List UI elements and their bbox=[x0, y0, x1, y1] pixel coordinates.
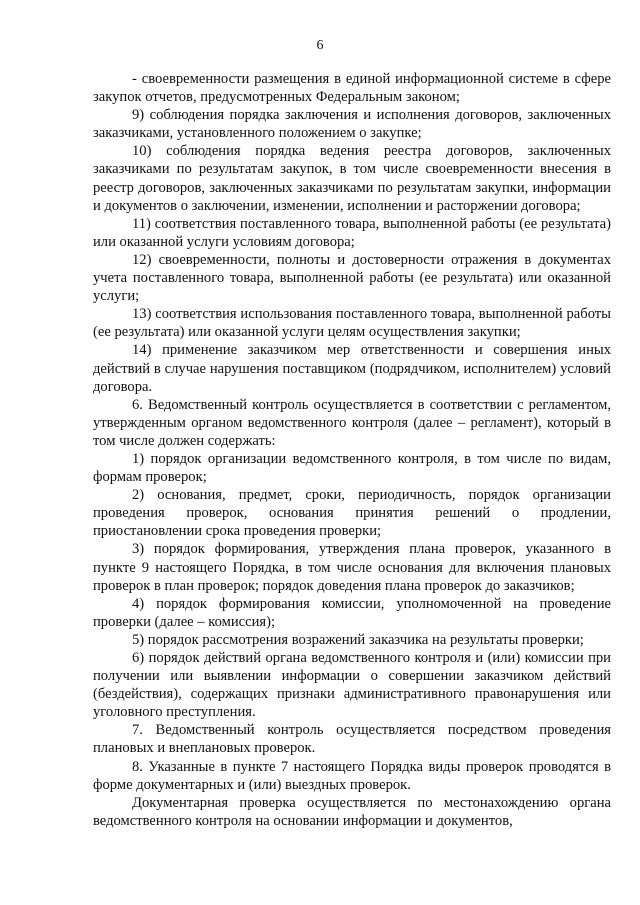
paragraph: 11) соответствия поставленного товара, выполненной работы (ее результата) или оказанной услуги условиям договора; bbox=[93, 215, 611, 250]
paragraph: 6. Ведомственный контроль осуществляется в соответствии с регламентом, утвержденным органом ведомственного контроля (далее – регламент), который в том числе должен содержать: bbox=[93, 396, 611, 449]
document-body bbox=[93, 70, 611, 830]
paragraph: 3) порядок формирования, утверждения плана проверок, указанного в пункте 9 настоящего Порядка, в том числе основания для включения плановых проверок в план проверок; порядок доведения плана проверок до заказчиков; bbox=[93, 541, 611, 594]
paragraph: 2) основания, предмет, сроки, периодичность, порядок организации проведения проверок, основания принятия решений о продлении, приостановлении срока проведения проверки; bbox=[93, 487, 611, 540]
paragraph: 6) порядок действий органа ведомственного контроля и (или) комиссии при получении или выявлении информации о совершении заказчиком действий (бездействия), содержащих признаки административного правонарушения или уголовного преступления. bbox=[93, 650, 611, 721]
paragraph: Документарная проверка осуществляется по местонахождению органа ведомственного контроля на основании информации и документов, bbox=[93, 794, 611, 829]
paragraph: 7. Ведомственный контроль осуществляется посредством проведения плановых и внеплановых проверок. bbox=[93, 722, 611, 757]
page-number: 6 bbox=[316, 38, 324, 53]
paragraph: - своевременности размещения в единой информационной системе в сфере закупок отчетов, предусмотренных Федеральным законом; bbox=[93, 71, 611, 106]
paragraph: 4) порядок формирования комиссии, уполномоченной на проведение проверки (далее – комиссия); bbox=[93, 595, 611, 630]
paragraph: 5) порядок рассмотрения возражений заказчика на результаты проверки; bbox=[132, 631, 584, 648]
paragraph: 12) своевременности, полноты и достоверности отражения в документах учета поставленного товара, выполненной работы (ее результата) или оказанной услуги; bbox=[93, 251, 611, 305]
paragraph: 8. Указанные в пункте 7 настоящего Порядка виды проверок проводятся в форме документарных и (или) выездных проверок. bbox=[93, 758, 611, 793]
paragraph: 14) применение заказчиком мер ответственности и совершения иных действий в случае нарушения поставщиком (подрядчиком, исполнителем) условий договора. bbox=[93, 342, 611, 395]
paragraph: 1) порядок организации ведомственного контроля, в том числе по видам, формам проверок; bbox=[93, 450, 611, 486]
paragraph: 10) соблюдения порядка ведения реестра договоров, заключенных заказчиками по результатам закупок, в том числе своевременности внесения в реестр договоров, заключенных заказчиками по результатам закупки, информации и документов о заключении, изменении, исполнении и расторжении договора; bbox=[93, 143, 611, 214]
paragraph: 13) соответствия использования поставленного товара, выполненной работы (ее результата) или оказанной услуги целям осуществления закупки; bbox=[93, 306, 611, 341]
paragraph: 9) соблюдения порядка заключения и исполнения договоров, заключенных заказчиками, установленного положением о закупке; bbox=[93, 107, 611, 142]
